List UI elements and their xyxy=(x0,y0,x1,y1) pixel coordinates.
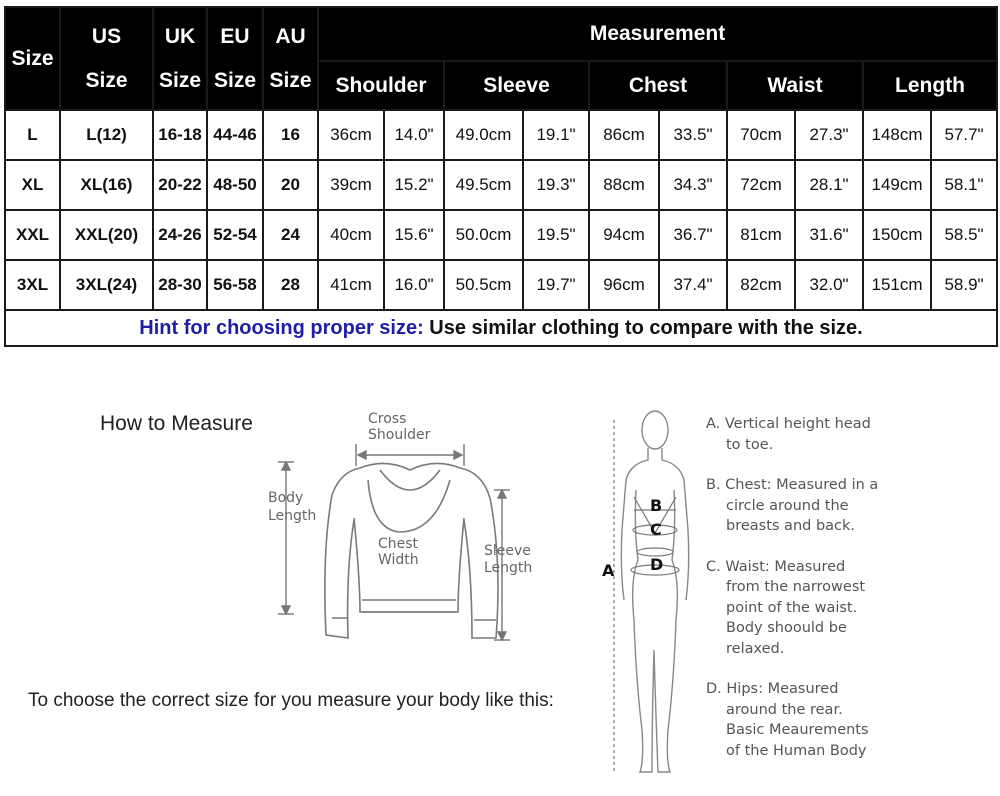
cell-eu-size: 44-46 xyxy=(207,110,263,160)
cell-chest-cm: 96cm xyxy=(589,260,659,310)
cell-chest-in: 33.5" xyxy=(659,110,727,160)
cell-chest-cm: 86cm xyxy=(589,110,659,160)
cell-size: XL xyxy=(5,160,60,210)
header-chest: Chest xyxy=(589,61,727,110)
header-waist: Waist xyxy=(727,61,863,110)
cell-eu-size: 56-58 xyxy=(207,260,263,310)
cell-size: XXL xyxy=(5,210,60,260)
body-outline xyxy=(621,411,688,772)
cell-waist-in: 32.0" xyxy=(795,260,863,310)
note-line: to toe. xyxy=(726,436,774,453)
table-row xyxy=(5,110,997,160)
cell-shoulder-in: 16.0" xyxy=(384,260,444,310)
note-line: relaxed. xyxy=(726,640,785,657)
size-chart-table xyxy=(4,6,998,347)
cell-waist-cm: 81cm xyxy=(727,210,795,260)
garment-sketch xyxy=(250,400,570,660)
label-cross-shoulder-2: Shoulder xyxy=(368,427,431,443)
cell-shoulder-in: 14.0" xyxy=(384,110,444,160)
cell-length-in: 58.1" xyxy=(931,160,997,210)
label-body-length-2: Length xyxy=(268,508,317,524)
note-line: of the Human Body xyxy=(726,742,867,759)
cell-waist-in: 27.3" xyxy=(795,110,863,160)
cell-shoulder-cm: 39cm xyxy=(318,160,384,210)
label-chest-width-2: Width xyxy=(378,552,419,568)
cell-waist-cm: 70cm xyxy=(727,110,795,160)
cell-length-cm: 149cm xyxy=(863,160,931,210)
cell-us-size: XXL(20) xyxy=(60,210,153,260)
label-cross-shoulder-1: Cross xyxy=(368,411,407,427)
cell-shoulder-cm: 41cm xyxy=(318,260,384,310)
cell-chest-cm: 94cm xyxy=(589,210,659,260)
measurement-notes xyxy=(706,414,996,781)
note-item xyxy=(706,414,996,455)
body-figure xyxy=(590,400,710,790)
note-item xyxy=(706,557,996,660)
cell-shoulder-in: 15.6" xyxy=(384,210,444,260)
cell-sleeve-cm: 50.5cm xyxy=(444,260,523,310)
hint-label: Hint for choosing proper size: xyxy=(139,316,424,339)
note-line: breasts and back. xyxy=(726,518,856,534)
hint-cell xyxy=(5,310,997,346)
hint-text: Use similar clothing to compare with the size. xyxy=(423,316,863,339)
cell-au-size: 20 xyxy=(263,160,318,210)
cell-waist-in: 31.6" xyxy=(795,210,863,260)
label-body-length-1: Body xyxy=(268,490,304,506)
cell-uk-size: 28-30 xyxy=(153,260,207,310)
note-item xyxy=(706,679,996,761)
cell-uk-size: 16-18 xyxy=(153,110,207,160)
body-letter-d: D xyxy=(650,555,664,574)
cell-uk-size: 20-22 xyxy=(153,160,207,210)
header-size: Size xyxy=(5,7,60,110)
cell-au-size: 16 xyxy=(263,110,318,160)
body-letter-b: B xyxy=(650,496,663,515)
hint-row xyxy=(5,310,997,346)
cell-chest-in: 37.4" xyxy=(659,260,727,310)
cell-sleeve-in: 19.1" xyxy=(523,110,589,160)
header-sleeve: Sleeve xyxy=(444,61,589,110)
cell-waist-cm: 72cm xyxy=(727,160,795,210)
header-shoulder: Shoulder xyxy=(318,61,444,110)
cell-us-size: 3XL(24) xyxy=(60,260,153,310)
cell-us-size: L(12) xyxy=(60,110,153,160)
cell-shoulder-in: 15.2" xyxy=(384,160,444,210)
header-au-size: AU Size xyxy=(263,7,318,110)
note-line: C. Waist: Measured xyxy=(706,558,846,575)
note-line: around the rear. xyxy=(726,701,843,718)
cell-sleeve-in: 19.5" xyxy=(523,210,589,260)
note-line: Basic Meaurements xyxy=(726,722,869,738)
cell-length-in: 57.7" xyxy=(931,110,997,160)
cell-sleeve-cm: 50.0cm xyxy=(444,210,523,260)
table-row xyxy=(5,210,997,260)
cell-shoulder-cm: 40cm xyxy=(318,210,384,260)
note-line: Body shoould be xyxy=(726,620,847,636)
header-us-size: US Size xyxy=(60,7,153,110)
cell-eu-size: 52-54 xyxy=(207,210,263,260)
note-line: D. Hips: Measured xyxy=(706,681,839,697)
label-chest-width-1: Chest xyxy=(378,536,419,552)
cell-chest-in: 34.3" xyxy=(659,160,727,210)
header-measurement: Measurement xyxy=(318,7,997,61)
cell-au-size: 28 xyxy=(263,260,318,310)
note-line: circle around the xyxy=(726,497,849,514)
header-length: Length xyxy=(863,61,997,110)
cell-length-in: 58.9" xyxy=(931,260,997,310)
note-line: from the narrowest xyxy=(726,579,866,595)
cell-chest-in: 36.7" xyxy=(659,210,727,260)
cell-sleeve-cm: 49.5cm xyxy=(444,160,523,210)
cell-length-cm: 151cm xyxy=(863,260,931,310)
cell-uk-size: 24-26 xyxy=(153,210,207,260)
cell-au-size: 24 xyxy=(263,210,318,260)
note-line: A. Vertical height head xyxy=(706,416,871,432)
cell-length-in: 58.5" xyxy=(931,210,997,260)
label-sleeve-length-2: Length xyxy=(484,560,533,576)
note-item xyxy=(706,475,996,537)
cell-size: 3XL xyxy=(5,260,60,310)
header-uk-size: UK Size xyxy=(153,7,207,110)
cell-sleeve-in: 19.3" xyxy=(523,160,589,210)
note-line: B. Chest: Measured in a xyxy=(706,477,879,493)
bottom-instruction: To choose the correct size for you measure your body like this: xyxy=(28,690,554,711)
cell-size: L xyxy=(5,110,60,160)
cell-sleeve-in: 19.7" xyxy=(523,260,589,310)
cell-shoulder-cm: 36cm xyxy=(318,110,384,160)
body-letter-a: A xyxy=(602,561,615,580)
cell-eu-size: 48-50 xyxy=(207,160,263,210)
header-eu-size: EU Size xyxy=(207,7,263,110)
cell-length-cm: 148cm xyxy=(863,110,931,160)
how-to-measure-title: How to Measure xyxy=(100,412,253,435)
table-body xyxy=(5,110,997,346)
table-row xyxy=(5,260,997,310)
cell-waist-in: 28.1" xyxy=(795,160,863,210)
cell-chest-cm: 88cm xyxy=(589,160,659,210)
cell-length-cm: 150cm xyxy=(863,210,931,260)
label-sleeve-length-1: Sleeve xyxy=(484,543,531,559)
table-row xyxy=(5,160,997,210)
cell-waist-cm: 82cm xyxy=(727,260,795,310)
cell-sleeve-cm: 49.0cm xyxy=(444,110,523,160)
cell-us-size: XL(16) xyxy=(60,160,153,210)
note-line: point of the waist. xyxy=(726,599,858,616)
body-letter-c: C xyxy=(650,520,662,539)
